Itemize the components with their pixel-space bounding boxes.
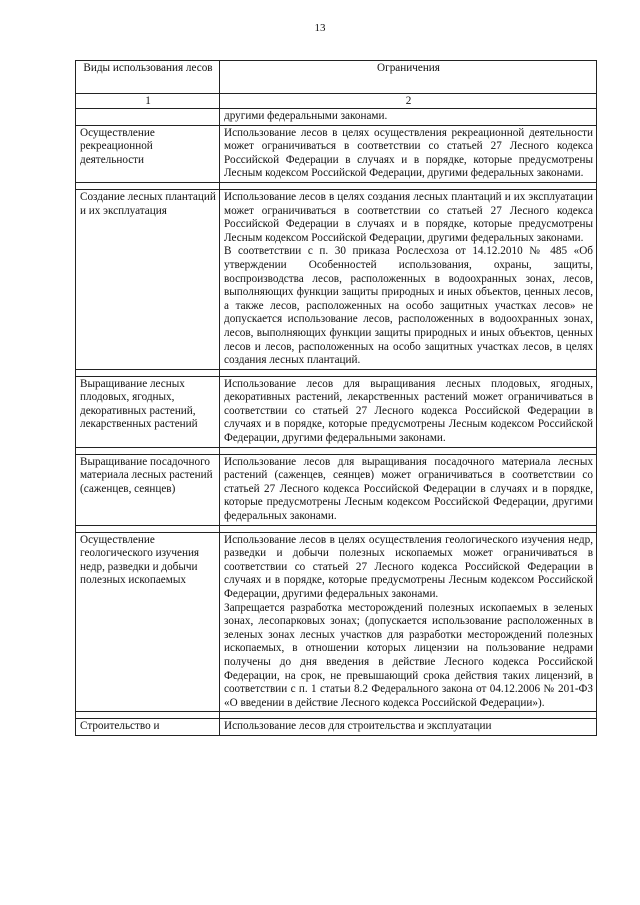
page-number: 13 bbox=[314, 22, 326, 34]
restriction-cell bbox=[220, 376, 597, 447]
table-row bbox=[76, 532, 597, 712]
restriction-paragraph: Использование лесов в целях создания лесных плантаций и их эксплуатации может ограничиваться в соответствии со статьей 27 Лесного кодекса Российской Федерации в случаях и в порядке, которые предусмотрены Лесным кодексом Российской Федерации, другими федеральных законами. bbox=[224, 190, 593, 244]
restriction-paragraph: Использование лесов для выращивания лесных плодовых, ягодных, декоративных растений, лекарственных растений может ограничиваться в соответствии со статьей 27 Лесного кодекса Российской Федерации в случаях и в порядке, которые предусмотрены Лесным кодексом Российской Федерации, другими федеральными законами. bbox=[224, 377, 593, 445]
table-row bbox=[76, 719, 597, 736]
row-spacer bbox=[76, 447, 597, 454]
continuation-row bbox=[76, 109, 597, 126]
table-row bbox=[76, 376, 597, 447]
restriction-cell bbox=[220, 454, 597, 525]
row-spacer bbox=[76, 369, 597, 376]
restriction-paragraph: Использование лесов для строительства и эксплуатации bbox=[224, 720, 492, 733]
continuation-empty-cell bbox=[76, 109, 220, 126]
restrictions-table bbox=[75, 60, 597, 736]
forest-use-type: Выращивание посадочного материала лесных растений (саженцев, сеянцев) bbox=[76, 454, 220, 525]
forest-use-type: Создание лесных плантаций и их эксплуатация bbox=[76, 189, 220, 369]
header-forest-use-types: Виды использования лесов bbox=[76, 61, 220, 94]
restriction-cell bbox=[220, 719, 597, 736]
row-spacer bbox=[76, 525, 597, 532]
header-restrictions: Ограничения bbox=[220, 61, 597, 94]
continuation-text: другими федеральными законами. bbox=[224, 110, 388, 122]
forest-use-type: Строительство и bbox=[76, 719, 220, 736]
row-spacer bbox=[76, 712, 597, 719]
column-number-2: 2 bbox=[220, 94, 597, 109]
forest-use-type: Выращивание лесных плодовых, ягодных, декоративных растений, лекарственных растений bbox=[76, 376, 220, 447]
column-number-1: 1 bbox=[76, 94, 220, 109]
column-number-row bbox=[76, 94, 597, 109]
table-header-row bbox=[76, 61, 597, 94]
table-row bbox=[76, 125, 597, 182]
restriction-cell bbox=[220, 189, 597, 369]
restriction-paragraph: Использование лесов в целях осуществления рекреационной деятельности может ограничиваться в соответствии со статьей 27 Лесного кодекса Российской Федерации в случаях и в порядке, которые предусмотрены Лесным кодексом Российской Федерации, другими федеральных законами. bbox=[224, 126, 593, 180]
continuation-cell bbox=[220, 109, 597, 126]
restriction-cell bbox=[220, 532, 597, 712]
forest-use-type: Осуществление геологического изучения недр, разведки и добычи полезных ископаемых bbox=[76, 532, 220, 712]
restriction-cell bbox=[220, 125, 597, 182]
restriction-paragraph: Запрещается разработка месторождений полезных ископаемых в зеленых зонах, лесопарковых зонах; (допускается использование расположенных в зеленых зонах лесных участков для разработки месторождений полезных ископаемых, в отношении которых лицензии на пользование недрами получены до дня введения в действие Лесного кодекса Российской Федерации, на срок, не превышающий срока действия таких лицензий, в соответствии с п. 1 статьи 8.2 Федерального закона от 04.12.2006 № 201-ФЗ «О введении в действие Лесного кодекса Российской Федерации»). bbox=[224, 601, 593, 709]
row-spacer bbox=[76, 182, 597, 189]
forest-use-type: Осуществление рекреационной деятельности bbox=[76, 125, 220, 182]
restriction-paragraph: В соответствии с п. 30 приказа Рослесхоза от 14.12.2010 № 485 «Об утверждении Особенностей использования, охраны, защиты, воспроизводства лесов, расположенных в водоохранных зонах, лесов, выполняющих функции защиты природных и иных объектов, ценных лесов, а также лесов, расположенных на особо защитных участках лесов» не допускается использование лесов, расположенных в водоохранных зонах, лесов, выполняющих функции защиты природных и иных объектов, ценных лесов и лесов, расположенных на особо защитных участках лесов, в целях создания лесных плантаций. bbox=[224, 245, 593, 367]
restriction-paragraph: Использование лесов для выращивания посадочного материала лесных растений (саженцев, сеянцев) может ограничиваться в соответствии со статьей 27 Лесного кодекса Российской Федерации в случаях и в порядке, которые предусмотрены Лесным кодексом Российской Федерации, другими федеральных законами. bbox=[224, 455, 593, 523]
table-row bbox=[76, 189, 597, 369]
restriction-paragraph: Использование лесов в целях осуществления геологического изучения недр, разведки и добычи полезных ископаемых может ограничиваться в соответствии со статьей 27 Лесного кодекса Российской Федерации в случаях и в порядке, которые предусмотрены Лесным кодексом Российской Федерации, другими федеральных законами. bbox=[224, 533, 593, 600]
table-row bbox=[76, 454, 597, 525]
